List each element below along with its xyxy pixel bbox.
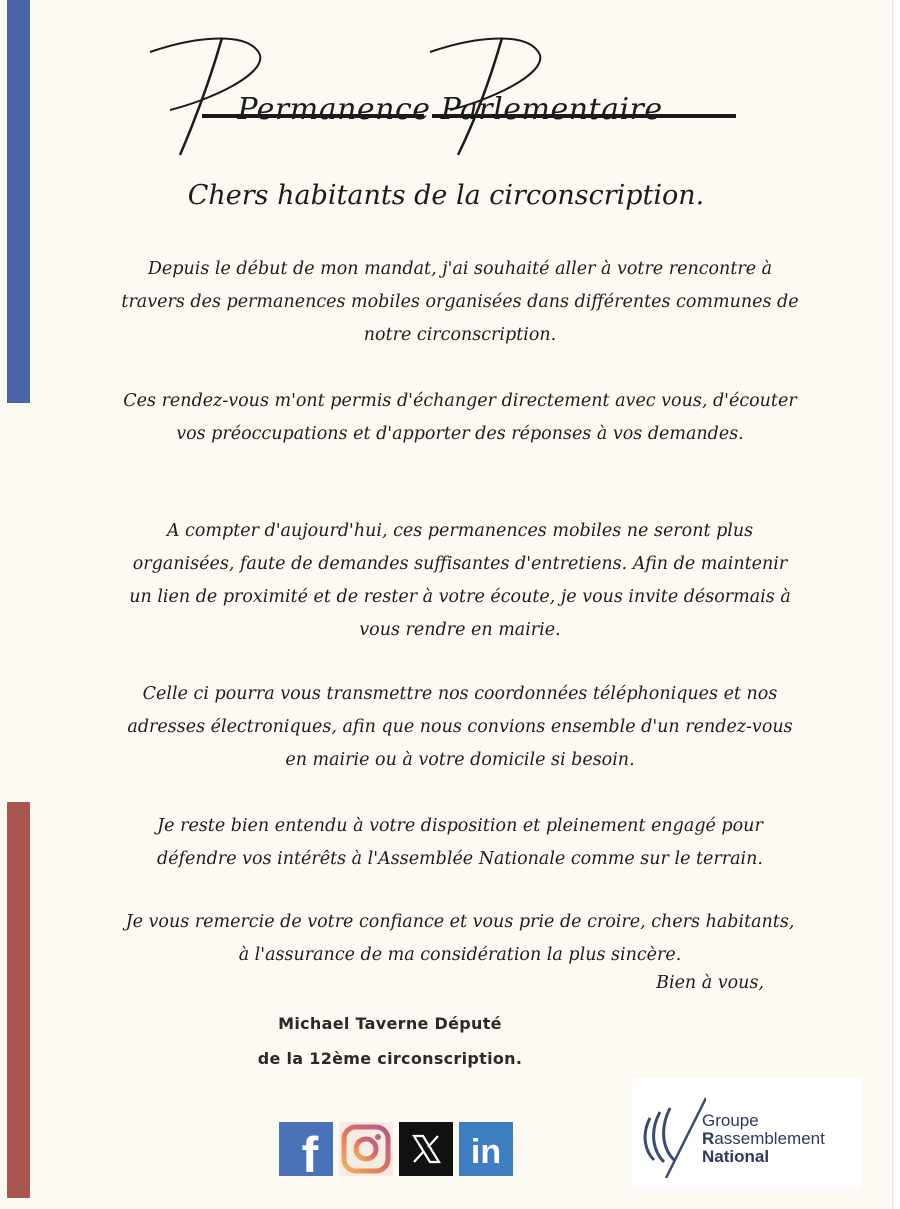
signature-name: Michael Taverne Député [278, 1014, 502, 1033]
signature-title: de la 12ème circonscription. [257, 1049, 523, 1068]
instagram-icon[interactable] [339, 1122, 393, 1176]
red-stripe [7, 802, 30, 1198]
paragraph-3: A compter d'aujourd'hui, ces permanences mobiles ne seront plus organisées, faute de demandes suffisantes d'entretiens. Afin de maintenir un lien de proximité et de rester à votre écoute, je vous invite désormais à vous rendre en mairie. [129, 521, 791, 640]
paragraph-4: Celle ci pourra vous transmettre nos coordonnées téléphoniques et nos adresses électroniques, afin que nous convions ensemble d'un rendez-vous en mairie ou à votre domicile si besoin. [127, 684, 793, 770]
paragraph-5: Je reste bien entendu à votre disposition et pleinement engagé pour défendre vos intérêts à l'Assemblée Nationale comme sur le terrain. [157, 816, 763, 869]
title-block [140, 30, 760, 160]
social-icons [279, 1122, 513, 1176]
logo-line-rassemblement: Rassemblement [702, 1129, 825, 1148]
logo-line-groupe: Groupe [702, 1111, 759, 1130]
paragraph-1: Depuis le début de mon mandat, j'ai souhaité aller à votre rencontre à travers des permanences mobiles organisées dans différentes communes de notre circonscription. [121, 259, 799, 345]
closing-line: Bien à vous, [656, 973, 764, 993]
linkedin-icon[interactable] [459, 1122, 513, 1176]
x-icon[interactable] [399, 1122, 453, 1176]
paragraph-2: Ces rendez-vous m'ont permis d'échanger directement avec vous, d'écouter vos préoccupations et d'apporter des réponses à vos demandes. [123, 391, 797, 444]
paragraph-6: Je vous remercie de votre confiance et vous prie de croire, chers habitants, à l'assurance de ma considération la plus sincère. [125, 912, 795, 965]
facebook-icon[interactable] [279, 1122, 333, 1176]
groupe-rn-logo [632, 1078, 862, 1188]
logo-line-national: National [702, 1147, 770, 1166]
document-title: Permanence Parlementaire [237, 92, 663, 127]
svg-text:f: f [301, 1127, 319, 1176]
svg-text:in: in [470, 1133, 502, 1171]
greeting-heading: Chers habitants de la circonscription. [187, 180, 705, 211]
rn-logo-mark-icon [636, 1088, 706, 1178]
